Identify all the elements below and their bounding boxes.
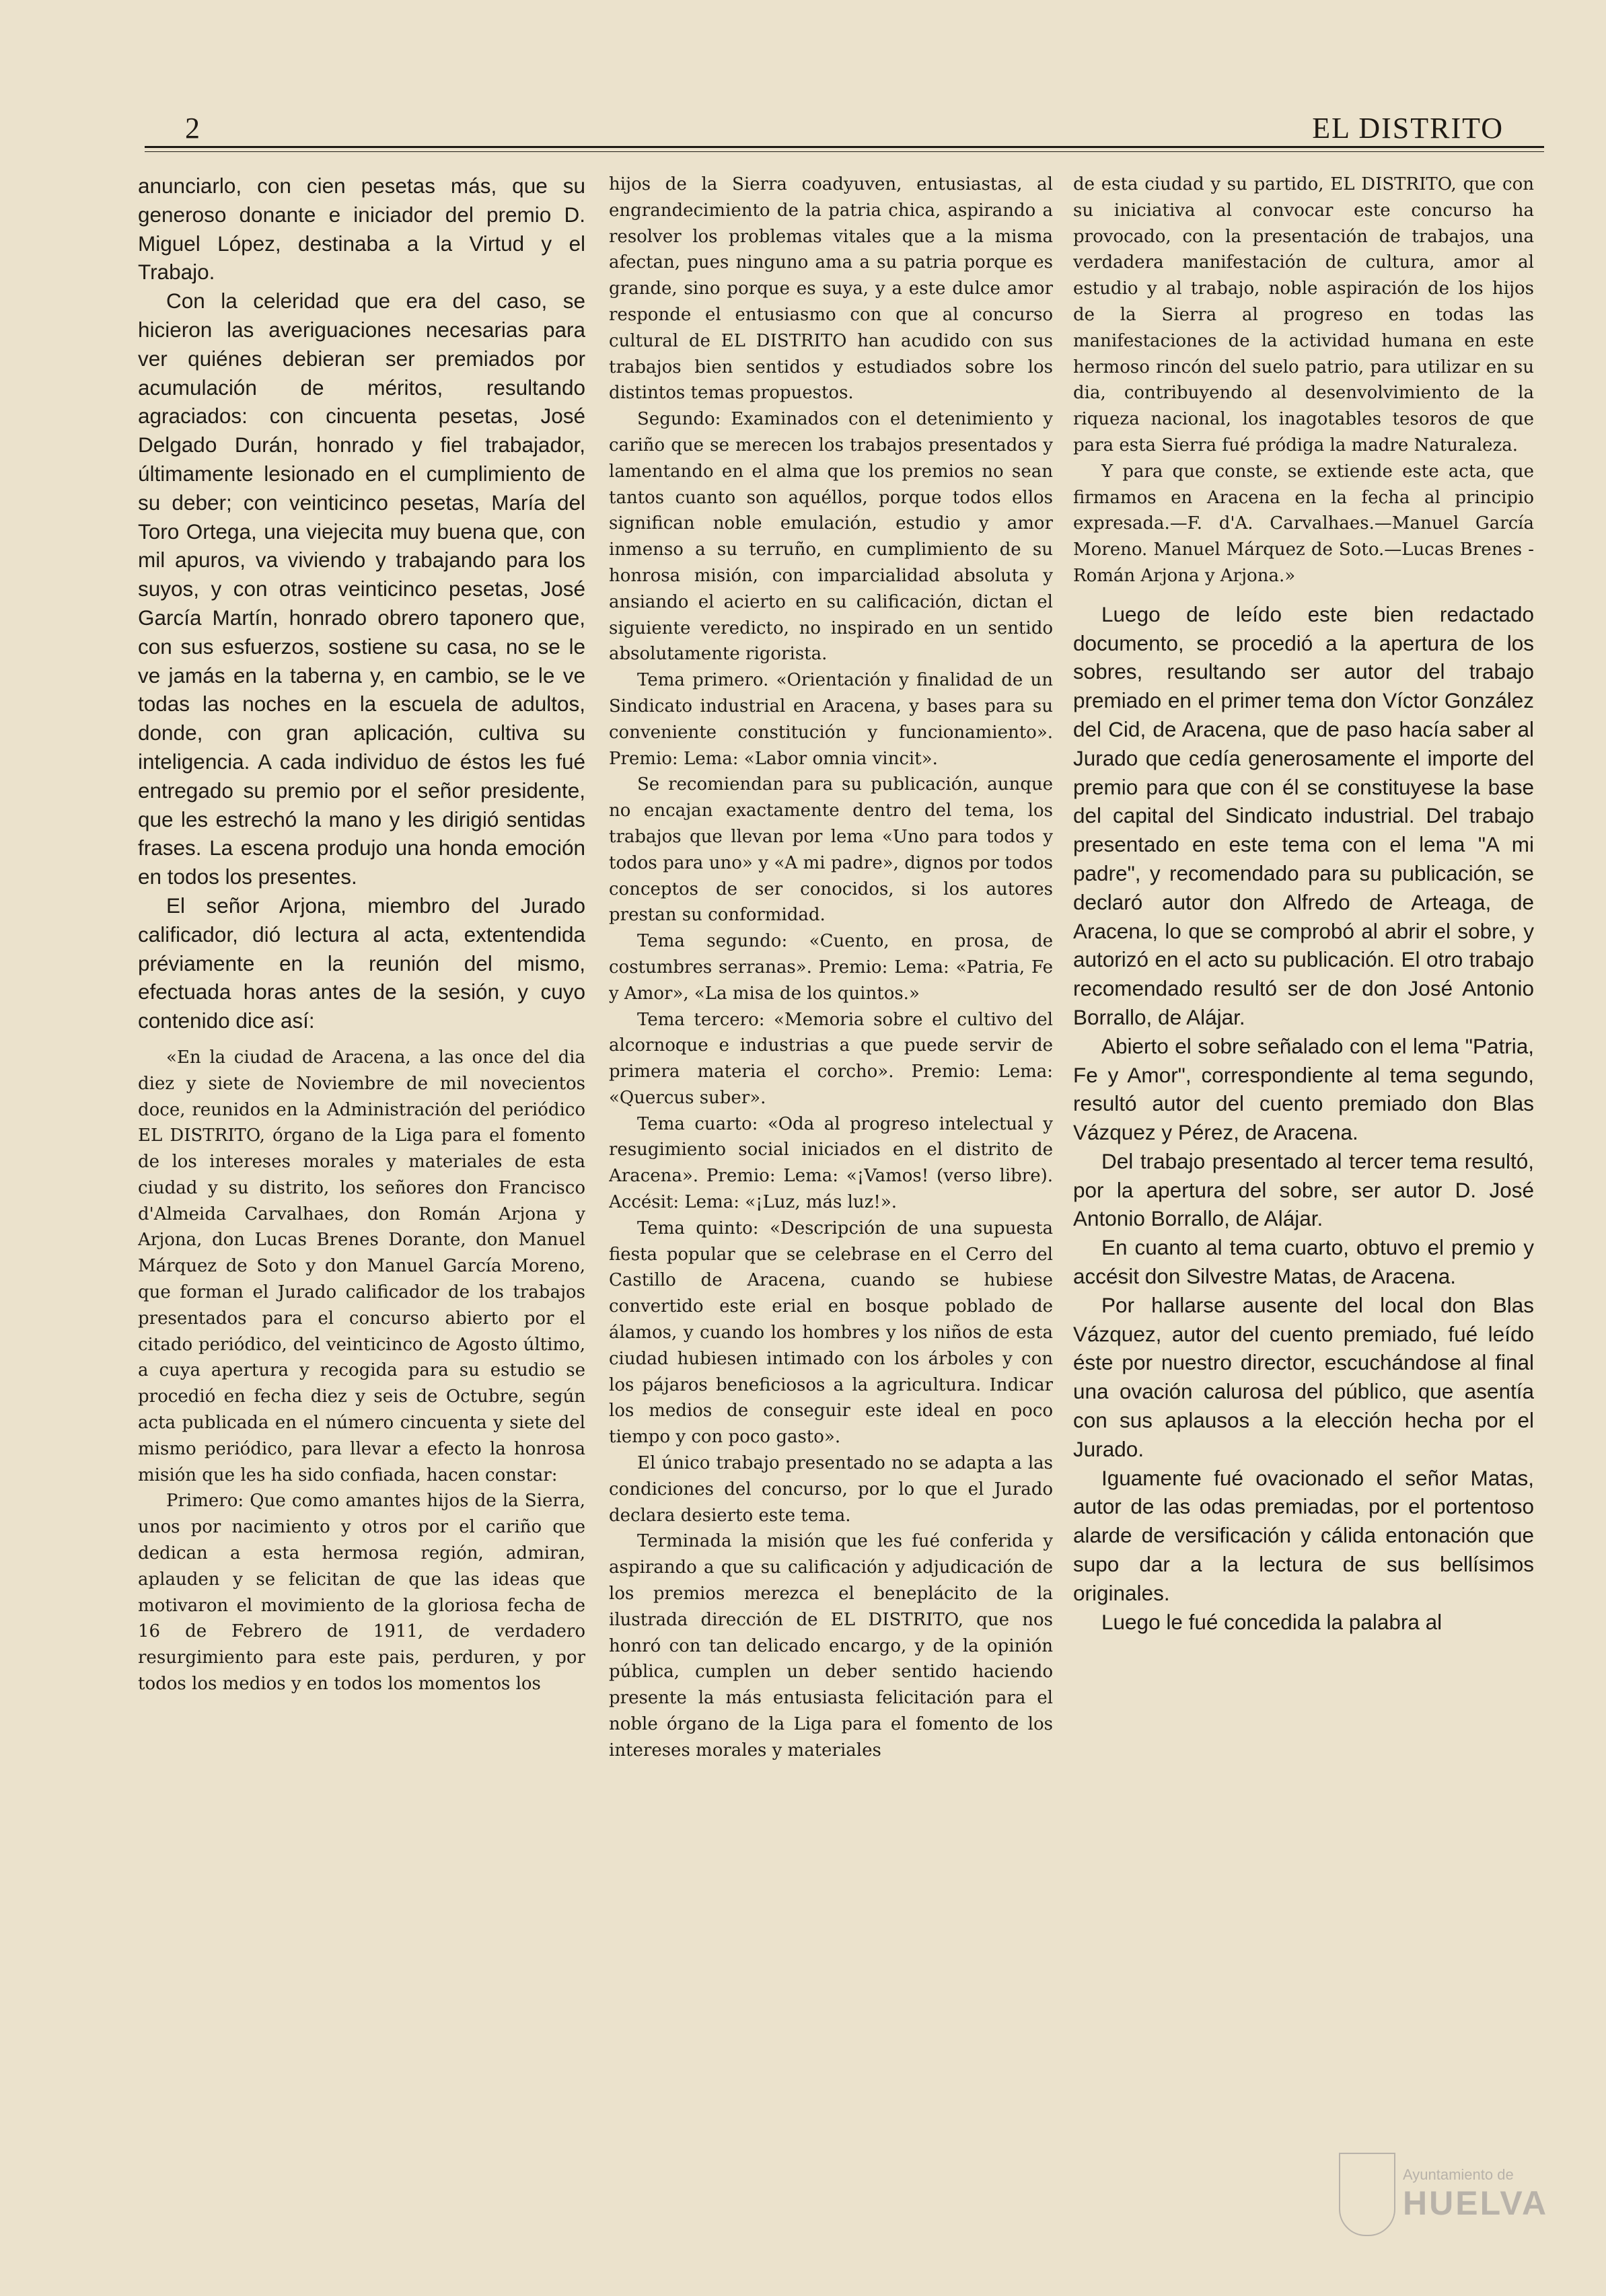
watermark-line1: Ayuntamiento de	[1403, 2166, 1514, 2183]
paragraph: Iguamente fué ovacionado el señor Matas, autor de las odas premiadas, por el portentoso alarde de versificación y cálida entonación que supo dar a la lectura de sus bellísimos originales.	[1073, 1465, 1534, 1605]
paragraph: Con la celeridad que era del caso, se hicieron las averiguaciones necesarias para ver quiénes debieran ser premiados por acumulación de méritos, resultando agraciados: con cincuenta pesetas, José Delgado Durán, honrado y fiel trabajador, últimamente lesionado en el cumplimiento de su deber; con veinticinco pesetas, María del Toro Ortega, una viejecita muy buena que, con mil apuros, va viviendo y trabajando para los suyos, y con otras veinticinco pesetas, José García Martín, honrado obrero taponero que, con sus esfuerzos, sostiene su casa, no se le ve jamás en la taberna y, en cambio, se le ve todas las noches en la escuela de adultos, donde, con gran aplicación, cultiva su inteligencia. A cada individuo de éstos les fué entregado su premio por el señor presidente, que les estrechó la mano y les dirigió sentidas frases. La escena produjo una honda emoción en todos los presentes.	[138, 289, 585, 889]
paragraph: Del trabajo presentado al tercer tema resultó, por la apertura del sobre, ser autor D. José Antonio Borrallo, de Alájar.	[1073, 1148, 1534, 1231]
paragraph: hijos de la Sierra coadyuven, entusiastas, al engrandecimiento de la patria chica, aspirando a resolver los problemas vitales que a la misma afectan, pues ninguno ama a su patria porque es grande, sino porque es suya, y a este dulce amor responde el entusiasmo con que al concurso cultural de EL DISTRITO han acudido con sus trabajos bien sentidos y estudiados sobre los distintos temas propuestos.	[609, 174, 1053, 404]
page-header	[145, 111, 1544, 151]
header-rule	[145, 146, 1544, 148]
paragraph: El único trabajo presentado no se adapta a las condiciones del concurso, por lo que el Jurado declara desierto este tema.	[609, 1453, 1053, 1526]
paragraph: Y para que conste, se extiende este acta, que firmamos en Aracena en la fecha al principio expresada.—F. d'A. Carvalhaes.—Manuel García Moreno. Manuel Márquez de Soto.—Lucas Brenes - Román Arjona y Arjona.»	[1073, 461, 1534, 586]
watermark-line2: HUELVA	[1403, 2184, 1549, 2222]
header-rule-thin	[145, 151, 1544, 152]
paragraph: Abierto el sobre señalado con el lema "Patria, Fe y Amor", correspondiente al tema segundo, resultó autor del cuento premiado don Blas Vázquez y Pérez, de Aracena.	[1073, 1033, 1534, 1145]
paragraph: Tema primero. «Orientación y finalidad de un Sindicato industrial en Aracena, y bases para su conveniente constitución y funcionamiento». Premio: Lema: «Labor omnia vincit».	[609, 670, 1053, 769]
paragraph: Se recomiendan para su publicación, aunque no encajan exactamente dentro del tema, los trabajos que llevan por lema «Uno para todos y todos para uno» y «A mi padre», dignos por todos conceptos de ser conocidos, si los autores prestan su conformidad.	[609, 774, 1053, 926]
paragraph: Tema segundo: «Cuento, en prosa, de costumbres serranas». Premio: Lema: «Patria, Fe y Amor», «La misa de los quintos.»	[609, 931, 1053, 1004]
column-2	[609, 172, 1053, 2102]
paragraph: En cuanto al tema cuarto, obtuvo el premio y accésit don Silvestre Matas, de Aracena.	[1073, 1235, 1534, 1289]
paragraph: Tema cuarto: «Oda al progreso intelectual y resugimiento social iniciados en el distrito de Aracena». Premio: Lema: «¡Vamos! (verso libre). Accésit: Lema: «¡Luz, más luz!».	[609, 1113, 1053, 1213]
watermark-text	[1403, 2166, 1548, 2223]
coat-of-arms-icon	[1339, 2153, 1395, 2236]
paragraph: de esta ciudad y su partido, EL DISTRITO, que con su iniciativa al convocar este concurso ha provocado, con la presentación de trabajos, una verdadera manifestación de cultura, amor al estudio y al trabajo, noble aspiración de los hijos de la Sierra al progreso en todas las manifestaciones de la actividad humana en este hermoso rincón del suelo patrio, para utilizar en su dia, contribuyendo al desenvolvimiento de la riqueza nacional, los inagotables tesoros de que para esta Sierra fué pródiga la madre Naturaleza.	[1073, 174, 1534, 455]
paragraph: «En la ciudad de Aracena, a las once del dia diez y siete de Noviembre de mil novecientos doce, reunidos en la Administración del periódico EL DISTRITO, órgano de la Liga para el fomento de los intereses morales y materiales de esta ciudad y su distrito, los señores don Francisco d'Almeida Carvalhaes, don Román Arjona y Arjona, don Lucas Brenes Dorante, don Manuel Márquez de Soto y don Manuel García Moreno, que forman el Jurado calificador de los trabajos presentados para el concurso abierto por el citado periódico, del veinticinco de Agosto último, a cuya apertura y recogida para su estudio se procedió en fecha diez y seis de Octubre, según acta publicada en el número cincuenta y siete del mismo periódico, para llevar a efecto la honrosa misión que les ha sido confiada, hacen constar:	[138, 1047, 585, 1485]
paragraph: Tema quinto: «Descripción de una supuesta fiesta popular que se celebrase en el Cerro del Castillo de Aracena, cuando se hubiese convertido este erial en bosque poblado de álamos, y cuando los hombres y los niños de esta ciudad hubiesen intimado con los árboles y con los pájaros beneficiosos a la agricultura. Indicar los medios de conseguir este ideal en poco tiempo y con poco gasto».	[609, 1218, 1053, 1448]
paragraph: Por hallarse ausente del local don Blas Vázquez, autor del cuento premiado, fué leído éste por nuestro director, escuchándose al final una ovación calurosa del público, que asentía con sus aplausos a la elección hecha por el Jurado.	[1073, 1292, 1534, 1461]
archive-watermark	[1339, 2153, 1554, 2254]
page-number: 2	[185, 112, 200, 145]
paragraph: Tema tercero: «Memoria sobre el cultivo del alcornoque e industrias a que puede servir de primera materia el corcho». Premio: Lema: «Quercus suber».	[609, 1009, 1053, 1108]
paragraph: Luego de leído este bien redactado documento, se procedió a la apertura de los sobres, resultando ser autor del trabajo premiado en el primer tema don Víctor González del Cid, de Aracena, que de paso hacía saber al Jurado que cedía generosamente el importe del premio para que con él se constituyese la base del capital del Sindicato industrial. Del trabajo presentado en este tema con el lema "A mi padre", y recomendado para su publicación, se declaró autor don Alfredo de Arteaga, de Aracena, lo que se comprobó al abrir el sobre, y autorizó en el acto su publicación. El otro trabajo recomendado resultó ser de don José Antonio Borrallo, de Alájar.	[1073, 601, 1534, 1029]
paragraph: Segundo: Examinados con el detenimiento y cariño que se merecen los trabajos presentados y lamentando en el alma que los premios no sean tantos cuanto son aquéllos, porque todos ellos significan noble emulación, estudio y amor inmenso a su terruño, en cumplimiento de su honrosa misión, con imparcialidad absoluta y ansiando el acierto en su calificación, dictan el siguiente veredicto, no inspirado en un sentido absolutamente rigorista.	[609, 409, 1053, 665]
column-1	[138, 172, 585, 2102]
masthead: EL DISTRITO	[1312, 112, 1504, 145]
column-3	[1073, 172, 1534, 2102]
paragraph: El señor Arjona, miembro del Jurado calificador, dió lectura al acta, extentendida préviamente en la reunión del mismo, efectuada horas antes de la sesión, y cuyo contenido dice así:	[138, 893, 585, 1033]
paragraph: Luego le fué concedida la palabra al	[1101, 1609, 1443, 1634]
paragraph: Terminada la misión que les fué conferida y aspirando a que su calificación y adjudicación de los premios merezca el beneplácito de la ilustrada dirección de EL DISTRITO, que nos honró con tan delicado encargo, y de la opinión pública, cumplen un deber sentido haciendo presente la más entusiasta felicitación para el noble órgano de la Liga para el fomento de los intereses morales y materiales	[609, 1531, 1053, 1761]
paragraph: Primero: Que como amantes hijos de la Sierra, unos por nacimiento y otros por el cariño que dedican a esta hermosa región, admiran, aplauden y se felicitan de que las ideas que motivaron el movimiento de la gloriosa fecha de 16 de Febrero de 1911, de verdadero resurgimiento para este pais, perduren, y por todos los medios y en todos los momentos los	[138, 1491, 585, 1695]
paragraph: anunciarlo, con cien pesetas más, que su generoso donante e iniciador del premio D. Miguel López, destinaba a la Virtud y el Trabajo.	[138, 174, 585, 285]
